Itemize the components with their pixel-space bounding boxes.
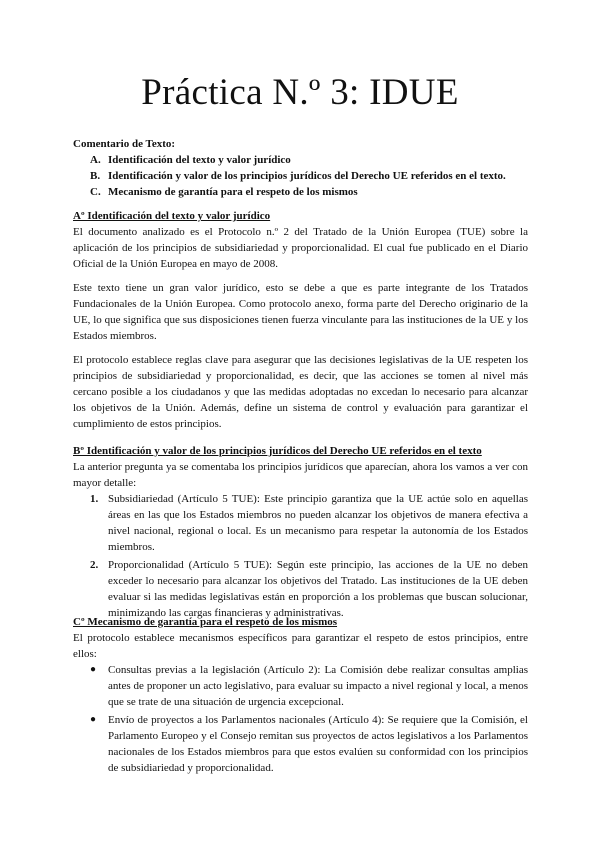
section-b	[73, 443, 528, 621]
list-item-text: Mecanismo de garantía para el respeto de los mismos	[108, 186, 358, 198]
section-b-list	[73, 491, 528, 621]
page-title: Práctica N.º 3: IDUE	[141, 72, 459, 113]
section-c-list	[73, 662, 528, 776]
bullet-icon: ●	[90, 664, 97, 675]
intro-heading: Comentario de Texto:	[73, 138, 176, 150]
section-a-heading: Aº Identificación del texto y valor jurídico	[73, 210, 271, 222]
list-item-text: Identificación del texto y valor jurídico	[108, 154, 291, 166]
list-item-text: Envío de proyectos a los Parlamentos nacionales (Artículo 4): Se requiere que la Comisión, el Parlamento Europeo y el Consejo remitan sus proyectos de actos legislativos a los Parlamentos nacionales de los Estados miembros para que estos evalúen su conformidad con los principios de subsidiariedad y proporcionalidad.	[108, 714, 528, 774]
list-item	[73, 662, 528, 710]
list-item	[73, 712, 528, 776]
list-item-text: Consultas previas a la legislación (Artículo 2): La Comisión debe realizar consultas amplias antes de proponer un acto legislativo, para evaluar su impacto a nivel regional y local, a menos que se trate de una situación de urgencia excepcional.	[108, 664, 528, 708]
section-a-paragraph-2	[73, 280, 528, 344]
bullet-icon: ●	[90, 714, 97, 725]
list-item-text: Identificación y valor de los principios jurídicos del Derecho UE referidos en el texto.	[108, 170, 506, 182]
list-marker: 1.	[90, 493, 99, 505]
section-b-heading: Bº Identificación y valor de los principios jurídicos del Derecho UE referidos en el texto	[73, 445, 482, 457]
section-c	[73, 614, 528, 776]
list-item-text: Proporcionalidad (Artículo 5 TUE): Según este principio, las acciones de la UE no deben exceder lo necesario para alcanzar los objetivos del Tratado. Las instituciones de la UE deben evaluar si las medidas legislativas están en proporción a los problemas que buscan solucionar, minimizando las cargas financieras y administrativas.	[108, 559, 528, 619]
section-a-paragraph-3	[73, 352, 528, 432]
paragraph: El documento analizado es el Protocolo n.º 2 del Tratado de la Unión Europea (TUE) sobre la aplicación de los principios de subsidiariedad y proporcionalidad. El cual fue publicado en el Diario Oficial de la Unión Europea en mayo de 2008.	[73, 226, 528, 270]
list-item	[73, 152, 528, 168]
section-b-intro: La anterior pregunta ya se comentaba los principios jurídicos que aparecían, ahora los vamos a ver con mayor detalle:	[73, 461, 528, 489]
list-item	[73, 557, 528, 621]
section-c-intro: El protocolo establece mecanismos específicos para garantizar el respeto de estos principios, entre ellos:	[73, 632, 528, 660]
list-marker: A.	[90, 154, 101, 166]
section-a	[73, 208, 528, 272]
section-c-heading: Cº Mecanismo de garantía para el respeto de los mismos	[73, 616, 338, 628]
paragraph: Este texto tiene un gran valor jurídico, esto se debe a que es parte integrante de los Tratados Fundacionales de la Unión Europea. Como protocolo anexo, forma parte del Derecho originario de la UE, lo que significa que sus disposiciones tienen fuerza vinculante para las instituciones de la UE y los Estados miembros.	[73, 282, 528, 342]
list-marker: C.	[90, 186, 101, 198]
list-item	[73, 491, 528, 555]
list-marker: 2.	[90, 559, 99, 571]
intro-block	[73, 136, 528, 200]
paragraph: El protocolo establece reglas clave para asegurar que las decisiones legislativas de la UE respeten los principios de subsidiariedad y proporcionalidad, es decir, que las acciones se tomen al nivel más cercano posible a los ciudadanos y que las medidas adoptadas no excedan lo necesario para alcanzar los objetivos de la Unión. Además, define un sistema de control y evaluación para garantizar el cumplimiento de estos principios.	[73, 354, 528, 430]
list-marker: B.	[90, 170, 101, 182]
list-item	[73, 168, 528, 184]
intro-list	[73, 152, 528, 200]
list-item	[73, 184, 528, 200]
list-item-text: Subsidiariedad (Artículo 5 TUE): Este principio garantiza que la UE actúe solo en aquellas áreas en las que los Estados miembros no pueden alcanzar los objetivos de manera efectiva a nivel nacional, regional o local. Es un mecanismo para respetar la autonomía de los Estados miembros.	[108, 493, 528, 553]
